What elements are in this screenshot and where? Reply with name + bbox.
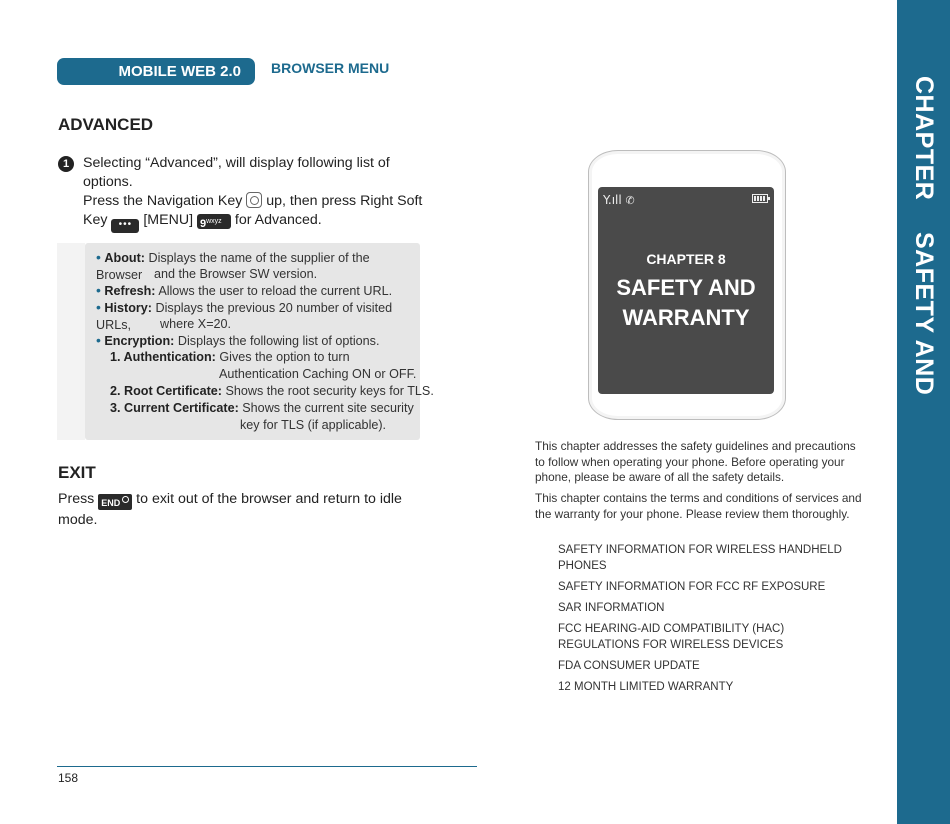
options-box-edge [57, 243, 85, 440]
exit-heading: EXIT [58, 463, 96, 482]
nine-key-letters: wxyz [206, 218, 222, 225]
toc-item: SAFETY INFORMATION FOR FCC RF EXPOSURE [558, 580, 826, 593]
side-tab-chapter: CHAPTER 8 [857, 76, 938, 201]
footer-rule [57, 766, 477, 767]
chapter-toc [558, 543, 868, 702]
nine-key-digit: 9 [199, 218, 207, 230]
exit-text-b: to exit out of the browser and return to idle mode. [58, 491, 402, 528]
step-line-1: Selecting “Advanced”, will display following list of options. [83, 155, 390, 190]
sub-option-authentication-cont: Authentication Caching ON or OFF. [219, 367, 417, 381]
screen-title-line-2: WARRANTY [622, 305, 750, 330]
toc-item: FCC HEARING-AID COMPATIBILITY (HAC) REGULATIONS FOR WIRELESS DEVICES [558, 623, 785, 651]
bullet-icon: • [96, 249, 101, 265]
right-soft-key-icon: ••• [111, 219, 139, 233]
intro-paragraph-1: This chapter addresses the safety guidelines and precautions to follow when operating your phone. Before operating your phone, please be aware of all the safety details. [535, 439, 856, 485]
bullet-icon: • [96, 332, 101, 348]
step-line-2d: for Advanced. [234, 212, 322, 228]
nine-key-icon [197, 214, 231, 229]
option-text: Displays the name of the supplier of the Browser [96, 251, 370, 282]
exit-text-a: Press [58, 491, 95, 507]
option-text: Allows the user to reload the current URL. [158, 284, 393, 298]
sub-option-current-certificate-cont: key for TLS (if applicable). [240, 418, 387, 432]
subsection-title: BROWSER MENU [271, 60, 390, 76]
option-text: Displays the previous 20 number of visited URLs, [96, 301, 393, 332]
screen-chapter-title [598, 273, 774, 333]
screen-chapter-label: CHAPTER 8 [646, 251, 726, 267]
sub-option-label: 1. Authentication: [110, 350, 216, 364]
step-line-2b: up, then press Right Soft Key [83, 193, 423, 228]
option-label: Encryption: [104, 334, 175, 348]
option-text: Displays the following list of options. [177, 334, 380, 348]
sub-option-label: 2. Root Certificate: [110, 384, 222, 398]
sub-option-root-certificate [110, 383, 434, 400]
advanced-step-text [83, 154, 423, 233]
navigation-key-icon [246, 192, 262, 208]
option-history-cont: where X=20. [160, 317, 232, 331]
sub-option-label: 3. Current Certificate: [110, 401, 239, 415]
sub-option-current-certificate [110, 400, 414, 417]
exit-text [58, 489, 408, 530]
step-number-badge: 1 [58, 156, 74, 172]
signal-icon [603, 193, 635, 207]
section-pill: MOBILE WEB 2.0 [57, 58, 255, 85]
option-history [96, 299, 418, 333]
signal-bars: Y.ıll [603, 193, 622, 207]
battery-bar [763, 196, 765, 201]
sub-option-text: Shows the root security keys for TLS. [225, 384, 434, 398]
step-line-2c: [MENU] [143, 212, 194, 228]
option-label: History: [104, 301, 152, 315]
battery-bar [760, 196, 762, 201]
toc-item: SAR INFORMATION [558, 602, 665, 615]
battery-bar [757, 196, 759, 201]
sub-option-text: Gives the option to turn [219, 350, 350, 364]
screen-title-line-1: SAFETY AND [616, 275, 756, 300]
phone-status-icon: ✆ [625, 194, 635, 207]
step-line-2a: Press the Navigation Key [83, 193, 243, 209]
battery-bar [754, 196, 756, 201]
bullet-icon: • [96, 299, 101, 315]
side-tab-title: SAFETY AND WARRANTY [857, 232, 938, 396]
advanced-heading: ADVANCED [58, 115, 154, 134]
side-tab-text [857, 76, 950, 516]
intro-paragraph-2: This chapter contains the terms and conditions of services and the warranty for your phone. Please review them thoroughly. [535, 491, 862, 521]
option-refresh [96, 282, 418, 300]
option-label: About: [104, 251, 145, 265]
toc-item: SAFETY INFORMATION FOR WIRELESS HANDHELD PHONES [558, 544, 842, 572]
toc-item: FDA CONSUMER UPDATE [558, 660, 700, 673]
sub-option-authentication [110, 349, 350, 366]
option-about-cont: and the Browser SW version. [154, 267, 318, 281]
bullet-icon: • [96, 282, 101, 298]
sub-option-text: Shows the current site security [242, 401, 414, 415]
page-number: 158 [58, 771, 79, 785]
option-encryption [96, 332, 418, 350]
end-key-icon: END [98, 494, 132, 510]
battery-icon [752, 194, 768, 203]
toc-item: 12 MONTH LIMITED WARRANTY [558, 681, 734, 694]
option-label: Refresh: [104, 284, 156, 298]
